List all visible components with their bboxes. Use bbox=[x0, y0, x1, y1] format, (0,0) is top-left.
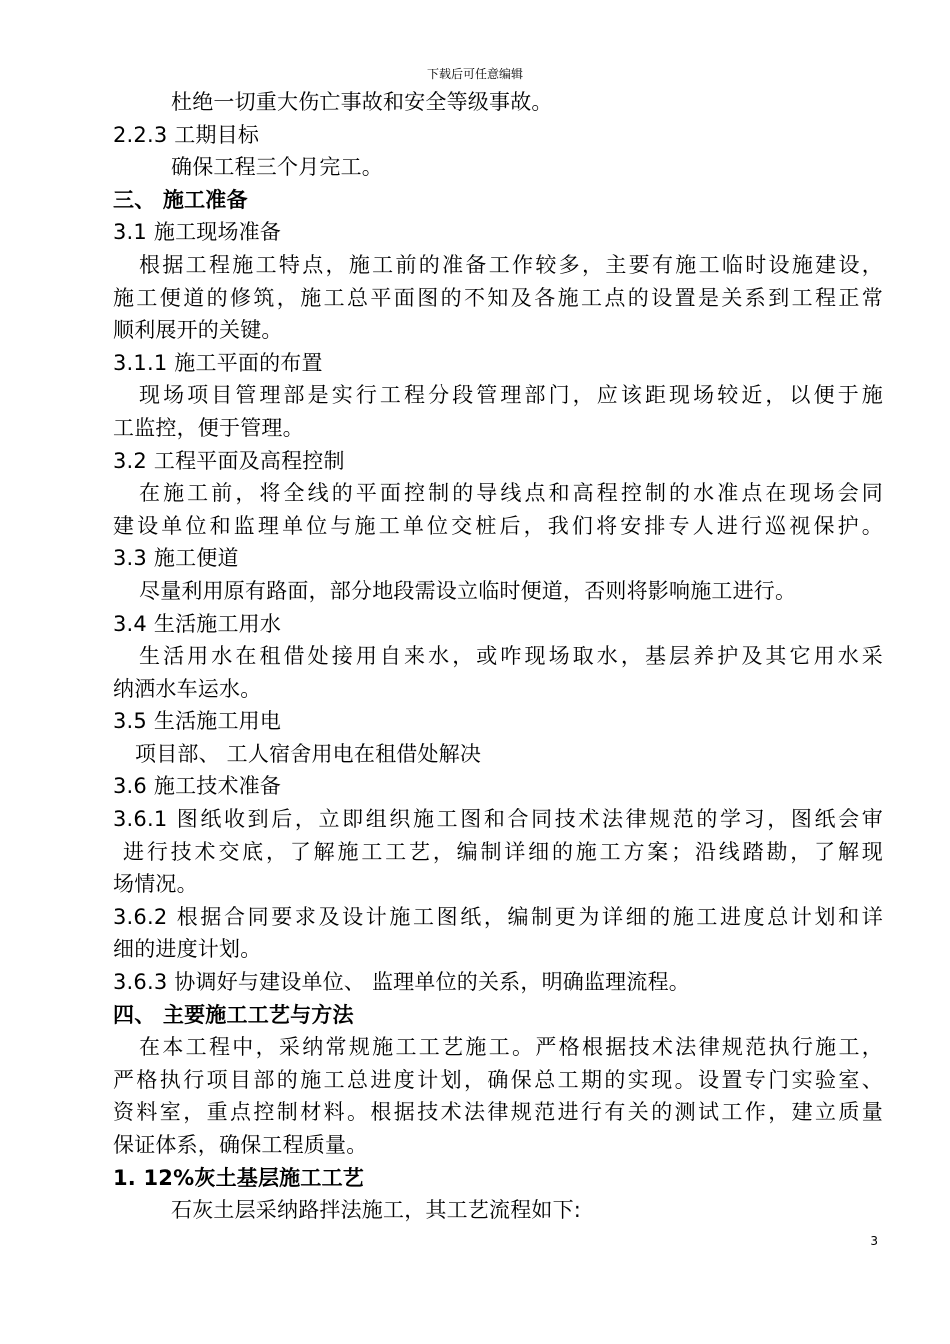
paragraph-line: 严格执行项目部的施工总进度计划，确保总工期的实现。设置专门实验室、 bbox=[113, 1067, 883, 1092]
paragraph-line: 顺利展开的关键。 bbox=[113, 318, 283, 343]
paragraph-line: 3.6.1 图纸收到后，立即组织施工图和合同技术法律规范的学习，图纸会审 bbox=[113, 807, 883, 832]
paragraph-line: 石灰土层采纳路拌法施工，其工艺流程如下: bbox=[171, 1198, 582, 1223]
paragraph-line: 工监控，便于管理。 bbox=[113, 415, 304, 440]
page-header: 下载后可任意编辑 bbox=[426, 67, 523, 81]
paragraph-line: 资料室，重点控制材料。根据技术法律规范进行有关的测试工作，建立质量 bbox=[113, 1100, 883, 1125]
paragraph-line: 现场项目管理部是实行工程分段管理部门，应该距现场较近，以便于施 bbox=[139, 383, 883, 408]
paragraph-line: 确保工程三个月完工。 bbox=[171, 155, 383, 180]
paragraph-line: 纳洒水车运水。 bbox=[113, 676, 262, 701]
paragraph-line: 细的进度计划。 bbox=[113, 937, 262, 962]
paragraph-line: 尽量利用原有路面，部分地段需设立临时便道，否则将影响施工进行。 bbox=[139, 578, 797, 603]
paragraph-line: 项目部、 工人宿舍用电在租借处解决 bbox=[135, 741, 482, 766]
section-heading: 2.2.3 工期目标 bbox=[113, 122, 260, 147]
paragraph-line: 在施工前，将全线的平面控制的导线点和高程控制的水准点在现场会同 bbox=[139, 481, 883, 506]
body-text bbox=[113, 86, 883, 1227]
section-heading: 3.2 工程平面及高程控制 bbox=[113, 448, 345, 473]
paragraph-line: 建设单位和监理单位与施工单位交桩后，我们将安排专人进行巡视保护。 bbox=[113, 513, 883, 538]
section-heading: 3.5 生活施工用电 bbox=[113, 709, 282, 734]
chapter-heading: 三、 施工准备 bbox=[113, 187, 248, 212]
paragraph-line: 杜绝一切重大伤亡事故和安全等级事故。 bbox=[171, 90, 553, 114]
section-heading: 3.4 生活施工用水 bbox=[113, 611, 282, 636]
paragraph-line: 根据工程施工特点，施工前的准备工作较多，主要有施工临时设施建设， bbox=[139, 252, 883, 277]
section-heading: 3.1 施工现场准备 bbox=[113, 220, 282, 245]
chapter-heading: 四、 主要施工工艺与方法 bbox=[113, 1002, 354, 1027]
paragraph-line: 生活用水在租借处接用自来水，或咋现场取水，基层养护及其它用水采 bbox=[139, 644, 883, 669]
subsection-heading: 1. 12%灰土基层施工工艺 bbox=[113, 1165, 364, 1190]
section-heading: 3.1.1 施工平面的布置 bbox=[113, 350, 323, 375]
paragraph-line: 在本工程中，采纳常规施工工艺施工。严格根据技术法律规范执行施工， bbox=[139, 1035, 883, 1060]
page-number: 3 bbox=[870, 1234, 878, 1248]
paragraph-line: 进行技术交底，了解施工工艺，编制详细的施工方案；沿线踏勘，了解现 bbox=[123, 839, 883, 864]
section-heading: 3.6 施工技术准备 bbox=[113, 774, 282, 799]
section-heading: 3.3 施工便道 bbox=[113, 546, 239, 571]
paragraph-line: 3.6.2 根据合同要求及设计施工图纸，编制更为详细的施工进度总计划和详 bbox=[113, 904, 883, 929]
paragraph-line: 3.6.3 协调好与建设单位、 监理单位的关系，明确监理流程。 bbox=[113, 970, 690, 995]
paragraph-line: 场情况。 bbox=[113, 872, 198, 897]
paragraph-line: 保证体系，确保工程质量。 bbox=[113, 1133, 368, 1157]
paragraph-line: 施工便道的修筑，施工总平面图的不知及各施工点的设置是关系到工程正常 bbox=[113, 285, 883, 310]
